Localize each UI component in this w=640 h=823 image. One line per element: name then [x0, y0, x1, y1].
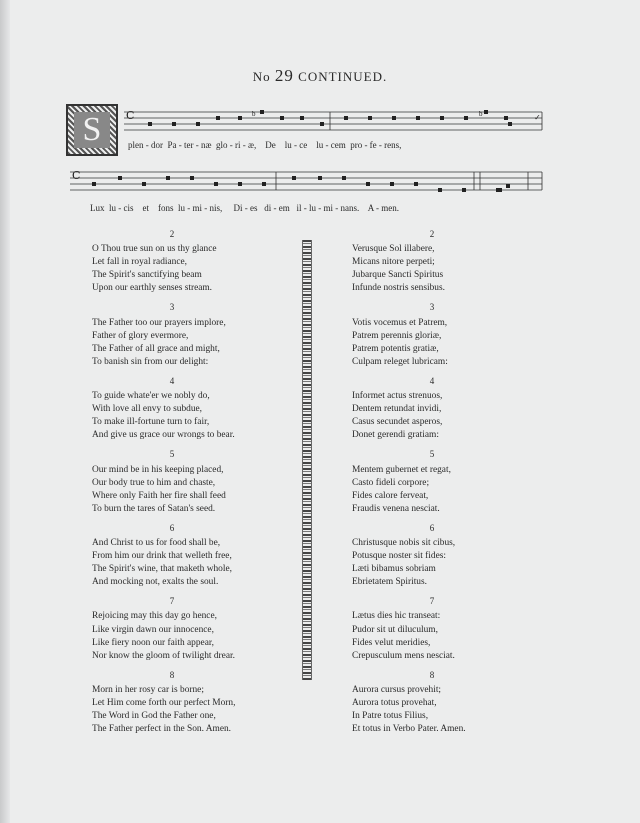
verse-line: Ebrietatem Spiritus.: [352, 577, 427, 588]
verse: [92, 228, 252, 295]
verse-line: Fraudis venena nesciat.: [352, 503, 440, 514]
verse-line: Rejoicing may this day go hence,: [92, 611, 217, 622]
verse-line: To make ill-fortune turn to fair,: [92, 417, 210, 428]
verse-line: Verusque Sol illabere,: [352, 244, 435, 255]
verse-number: 4: [169, 375, 175, 386]
verse-line: Votis vocemus et Patrem,: [352, 317, 448, 328]
verse-line: Let fall in royal radiance,: [92, 257, 188, 268]
verse-number: 7: [429, 596, 435, 607]
verse: [92, 669, 252, 736]
page-edge-shadow: [0, 0, 10, 823]
verse-line: Pudor sit ut diluculum,: [352, 624, 438, 635]
verse-line: Aurora totus provehat,: [352, 698, 437, 708]
decorated-initial: [66, 104, 118, 156]
verse-line: Jubarque Sancti Spiritus: [352, 270, 444, 281]
svg-text:b: b: [479, 110, 483, 118]
verse-line: Upon our earthly senses stream.: [92, 283, 213, 294]
verse-line: The Father of all grace and might,: [92, 343, 220, 354]
verse-line: Christusque nobis sit cibus,: [352, 537, 456, 548]
title-number: 29: [274, 66, 294, 85]
verse: [352, 301, 512, 368]
svg-text:C: C: [72, 169, 81, 182]
verse-line: Patrem potentis gratiæ,: [352, 343, 439, 354]
verse-line: Donet gerendi gratiam:: [352, 430, 439, 441]
verse: [92, 522, 252, 589]
verse-line: The Spirit's wine, that maketh whole,: [92, 564, 232, 575]
verse-line: Casto fideli corpore;: [352, 477, 430, 488]
verse-line: The Father too our prayers implore,: [92, 317, 226, 328]
verse-line: And give us grace our wrongs to bear.: [92, 430, 235, 441]
verse-number: 4: [429, 375, 435, 386]
verse-line: To burn the tares of Satan's seed.: [92, 503, 216, 514]
music-staff-1: [124, 108, 544, 140]
verse-line: Where only Faith her fire shall feed: [92, 490, 226, 501]
verse-line: Lætus dies hic transeat:: [352, 611, 441, 622]
verse-line: To guide whate'er we nobly do,: [92, 391, 210, 402]
verse: [92, 448, 252, 515]
verse-line: Let Him come forth our perfect Morn,: [92, 698, 236, 708]
verse-line: The Word in God the Father one,: [92, 711, 216, 722]
verse-number: 7: [169, 596, 175, 607]
verse-line: Et totus in Verbo Pater. Amen.: [352, 724, 466, 735]
verse-line: Læti bibamus sobriam: [352, 564, 436, 575]
verse-line: Casus secundet asperos,: [352, 417, 443, 428]
verse-line: Nor know the gloom of twilight drear.: [92, 650, 235, 661]
verse-line: Potusque noster sit fides:: [352, 551, 447, 562]
staff-1-lyrics: plen - dor Pa - ter - næ glo - ri - æ, De lu - ce lu - cem pro - fe - rens,: [128, 140, 402, 150]
verse-number: 5: [429, 449, 435, 460]
page-title: [0, 66, 640, 86]
verse-number: 8: [169, 669, 175, 680]
verse-line: And Christ to us for food shall be,: [92, 537, 221, 548]
staff-2-lyrics: Lux lu - cis et fons lu - mi - nis, Di - es di - em il - lu - mi - nans. A - men.: [90, 203, 399, 213]
verse: [352, 375, 512, 442]
verse-number: 2: [169, 229, 175, 239]
svg-text:✓: ✓: [534, 113, 541, 122]
verse-line: In Patre totus Filius,: [352, 711, 429, 722]
verse-number: 5: [169, 449, 175, 460]
verse-line: The Spirit's sanctifying beam: [92, 270, 202, 281]
title-suffix: CONTINUED.: [298, 69, 388, 84]
verse-line: O Thou true sun on us thy glance: [92, 244, 217, 255]
english-verses: [92, 222, 252, 736]
verse-line: Fides calore ferveat,: [352, 490, 429, 501]
verse-line: Patrem perennis gloriæ,: [352, 330, 442, 341]
verse-line: Mentem gubernet et regat,: [352, 464, 451, 475]
verse: [352, 522, 512, 589]
verse-line: Dentem retundat invidi,: [352, 404, 442, 415]
verse: [352, 669, 512, 736]
verse: [92, 595, 252, 662]
verse-line: And mocking not, exalts the soul.: [92, 577, 219, 588]
verse-line: Culpam releget lubricam:: [352, 356, 448, 367]
verse-line: Aurora cursus provehit;: [352, 684, 442, 695]
verse-line: Father of glory evermore,: [92, 330, 189, 341]
verse-line: From him our drink that welleth free,: [92, 551, 232, 562]
verse-number: 3: [169, 302, 175, 313]
verse-line: Micans nitore perpeti;: [352, 257, 435, 268]
verse-number: 8: [429, 669, 435, 680]
verse: [352, 448, 512, 515]
verse-line: Informet actus strenuos,: [352, 391, 443, 402]
verse-line: Like fiery noon our faith appear,: [92, 637, 214, 648]
verse-line: Our mind be in his keeping placed,: [92, 464, 224, 475]
ornamental-column-divider: [302, 240, 312, 680]
verse-number: 6: [429, 522, 435, 533]
verse-number: 6: [169, 522, 175, 533]
verse-number: 3: [429, 302, 435, 313]
title-prefix: No: [252, 69, 271, 84]
music-staff-2: [70, 168, 544, 200]
latin-verses: [352, 222, 512, 736]
svg-text:C: C: [126, 109, 135, 122]
verse: [92, 301, 252, 368]
verse: [352, 228, 512, 295]
verse-line: Our body true to him and chaste,: [92, 477, 216, 488]
verse: [352, 595, 512, 662]
verse: [92, 375, 252, 442]
initial-letter: S: [82, 111, 102, 148]
verse-line: To banish sin from our delight:: [92, 356, 209, 367]
svg-text:b: b: [252, 110, 256, 118]
verse-line: Infunde nostris sensibus.: [352, 283, 445, 294]
verse-line: Morn in her rosy car is borne;: [92, 684, 204, 695]
verse-number: 2: [429, 229, 435, 239]
verse-line: Crepusculum mens nesciat.: [352, 650, 455, 661]
verse-line: Fides velut meridies,: [352, 637, 431, 648]
verse-line: The Father perfect in the Son. Amen.: [92, 724, 232, 735]
verse-line: With love all envy to subdue,: [92, 404, 203, 415]
verse-line: Like virgin dawn our innocence,: [92, 624, 214, 635]
initial-inner-panel: [74, 112, 110, 148]
